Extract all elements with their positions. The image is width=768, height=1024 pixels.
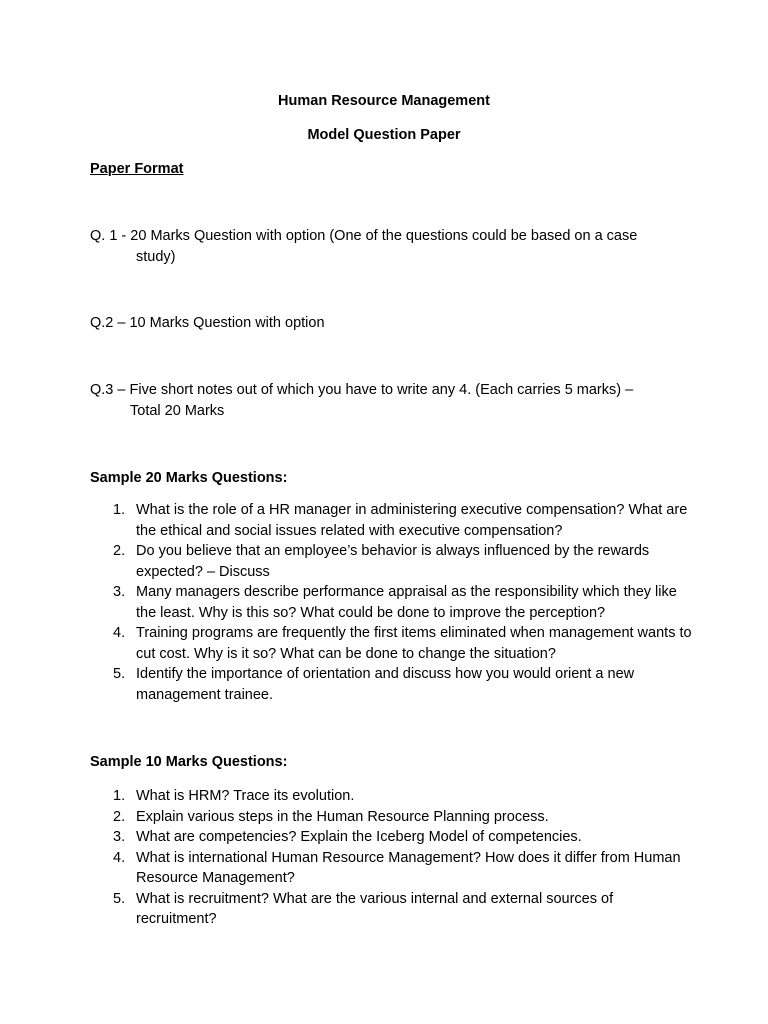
list-item-number: 1. [113, 502, 126, 518]
list-item-text: Identify the importance of orientation and discuss how you would orient a new management trainee. [136, 666, 635, 703]
list-item-number: 3. [113, 584, 126, 600]
list-item-number: 5. [113, 890, 126, 907]
list-item [113, 889, 693, 930]
list-item [113, 848, 693, 889]
list-item [113, 541, 693, 582]
list-item-number: 5. [113, 666, 126, 682]
list-item-text: Training programs are frequently the first items eliminated when management wants to cut cost. Why is it so? What can be done to change the situation? [136, 625, 692, 662]
list-item-text: Many managers describe performance appraisal as the responsibility which they like the least. Why is this so? What could be done to improve the perception? [136, 584, 677, 621]
list-item [113, 500, 693, 541]
list-item [113, 623, 693, 664]
list-item-number: 4. [113, 849, 126, 866]
sample-20-list [113, 500, 693, 705]
sample-10-list [113, 786, 693, 930]
sample-20-heading: Sample 20 Marks Questions: [90, 470, 288, 486]
list-item-text: What is HRM? Trace its evolution. [136, 788, 355, 804]
document-subtitle: Model Question Paper [307, 127, 461, 143]
list-item [113, 664, 693, 705]
paper-format-heading: Paper Format [90, 161, 184, 177]
format-item-q3 [90, 380, 690, 421]
format-item-q3-line1: Q.3 – Five short notes out of which you have to write any 4. (Each carries 5 marks) – [90, 382, 634, 398]
list-item-text: What is international Human Resource Management? How does it differ from Human Resource Management? [136, 849, 681, 886]
sample-10-heading: Sample 10 Marks Questions: [90, 754, 288, 770]
format-item-q1 [90, 226, 690, 267]
document-title: Human Resource Management [278, 93, 490, 109]
list-item-number: 2. [113, 808, 126, 825]
format-item-q3-line2: Total 20 Marks [130, 402, 225, 419]
list-item [113, 807, 693, 828]
list-item-text: Do you believe that an employee’s behavior is always influenced by the rewards expected? – Discuss [136, 543, 650, 580]
list-item-text: What is recruitment? What are the various internal and external sources of recruitment? [136, 890, 614, 927]
list-item [113, 827, 693, 848]
list-item-number: 4. [113, 625, 126, 641]
list-item-text: What is the role of a HR manager in administering executive compensation? What are the ethical and social issues related with executive compensation? [136, 502, 688, 539]
list-item-number: 2. [113, 543, 126, 559]
list-item-text: Explain various steps in the Human Resource Planning process. [136, 808, 549, 825]
list-item [113, 582, 693, 623]
format-item-q2 [90, 313, 690, 334]
format-item-q1-line1: Q. 1 - 20 Marks Question with option (One of the questions could be based on a case [90, 228, 638, 244]
list-item-number: 1. [113, 788, 126, 804]
format-item-q2-line1: Q.2 – 10 Marks Question with option [90, 315, 325, 331]
list-item-number: 3. [113, 829, 126, 845]
list-item-text: What are competencies? Explain the Iceberg Model of competencies. [136, 829, 582, 845]
format-item-q1-line2: study) [136, 248, 176, 265]
list-item [113, 786, 693, 807]
